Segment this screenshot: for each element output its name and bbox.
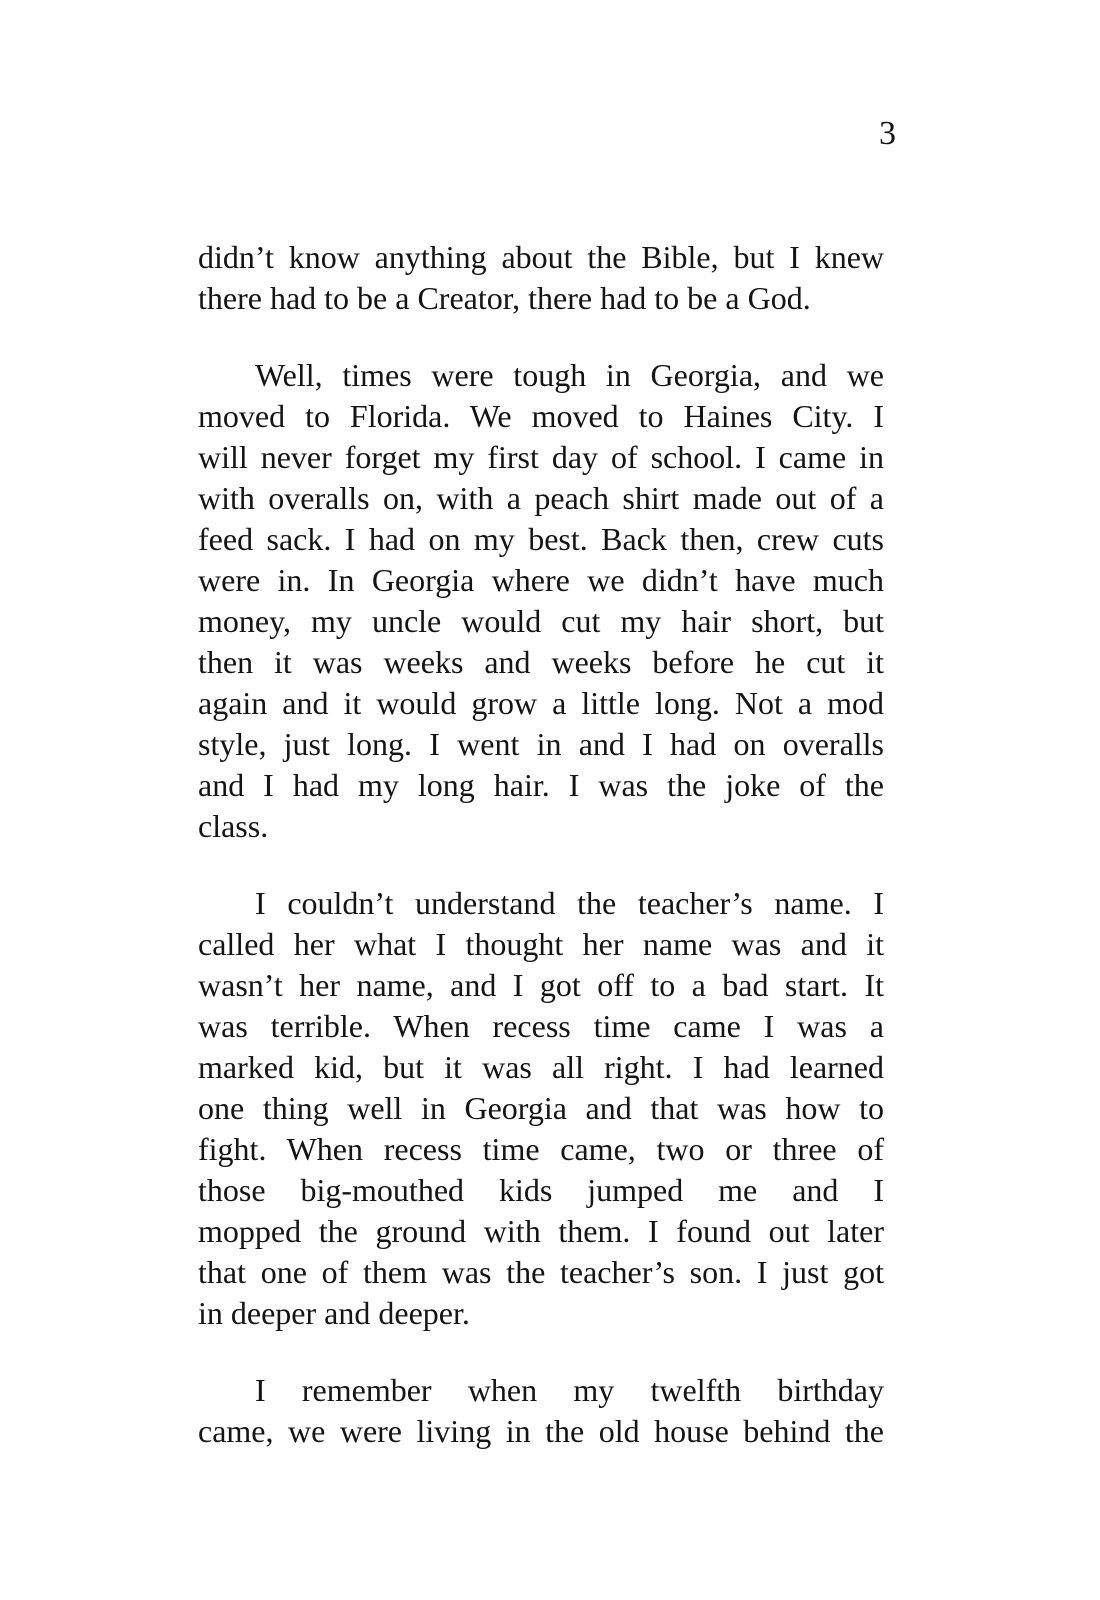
text-line: style, just long. I went in and I had on overalls xyxy=(198,726,884,762)
text-line: those big-mouthed kids jumped me and I xyxy=(198,1172,884,1208)
text-line: mopped the ground with them. I found out later xyxy=(198,1213,884,1249)
page-number: 3 xyxy=(879,115,896,152)
text-line: that one of them was the teacher’s son. I just got xyxy=(198,1254,884,1290)
text-line: money, my uncle would cut my hair short, but xyxy=(198,603,884,639)
text-line: then it was weeks and weeks before he cut it xyxy=(198,644,884,680)
paragraph xyxy=(198,355,884,847)
text-line: will never forget my first day of school. I came in xyxy=(198,439,884,475)
paragraph xyxy=(198,883,884,1334)
text-line: wasn’t her name, and I got off to a bad start. It xyxy=(198,967,884,1003)
text-line: class. xyxy=(198,808,269,844)
text-line: was terrible. When recess time came I was a xyxy=(198,1008,884,1044)
text-line: there had to be a Creator, there had to be a God. xyxy=(198,280,811,316)
text-line: didn’t know anything about the Bible, but I knew xyxy=(198,239,884,275)
text-line: moved to Florida. We moved to Haines City. I xyxy=(198,398,884,434)
text-line: one thing well in Georgia and that was how to xyxy=(198,1090,884,1126)
text-line: were in. In Georgia where we didn’t have much xyxy=(198,562,884,598)
text-line: in deeper and deeper. xyxy=(198,1295,470,1331)
text-line: again and it would grow a little long. Not a mod xyxy=(198,685,884,721)
text-line: Well, times were tough in Georgia, and we xyxy=(255,357,884,393)
text-line: fight. When recess time came, two or three of xyxy=(198,1131,884,1167)
text-line: and I had my long hair. I was the joke of the xyxy=(198,767,884,803)
text-line: feed sack. I had on my best. Back then, crew cuts xyxy=(198,521,884,557)
text-line: I couldn’t understand the teacher’s name. I xyxy=(255,885,884,921)
text-line: I remember when my twelfth birthday xyxy=(255,1372,884,1408)
text-line: with overalls on, with a peach shirt made out of a xyxy=(198,480,884,516)
paragraph xyxy=(198,237,884,319)
text-line: came, we were living in the old house behind the xyxy=(198,1413,884,1449)
text-line: marked kid, but it was all right. I had learned xyxy=(198,1049,884,1085)
paragraph xyxy=(198,1370,884,1452)
text-line: called her what I thought her name was and it xyxy=(198,926,884,962)
body-text xyxy=(198,237,884,1488)
